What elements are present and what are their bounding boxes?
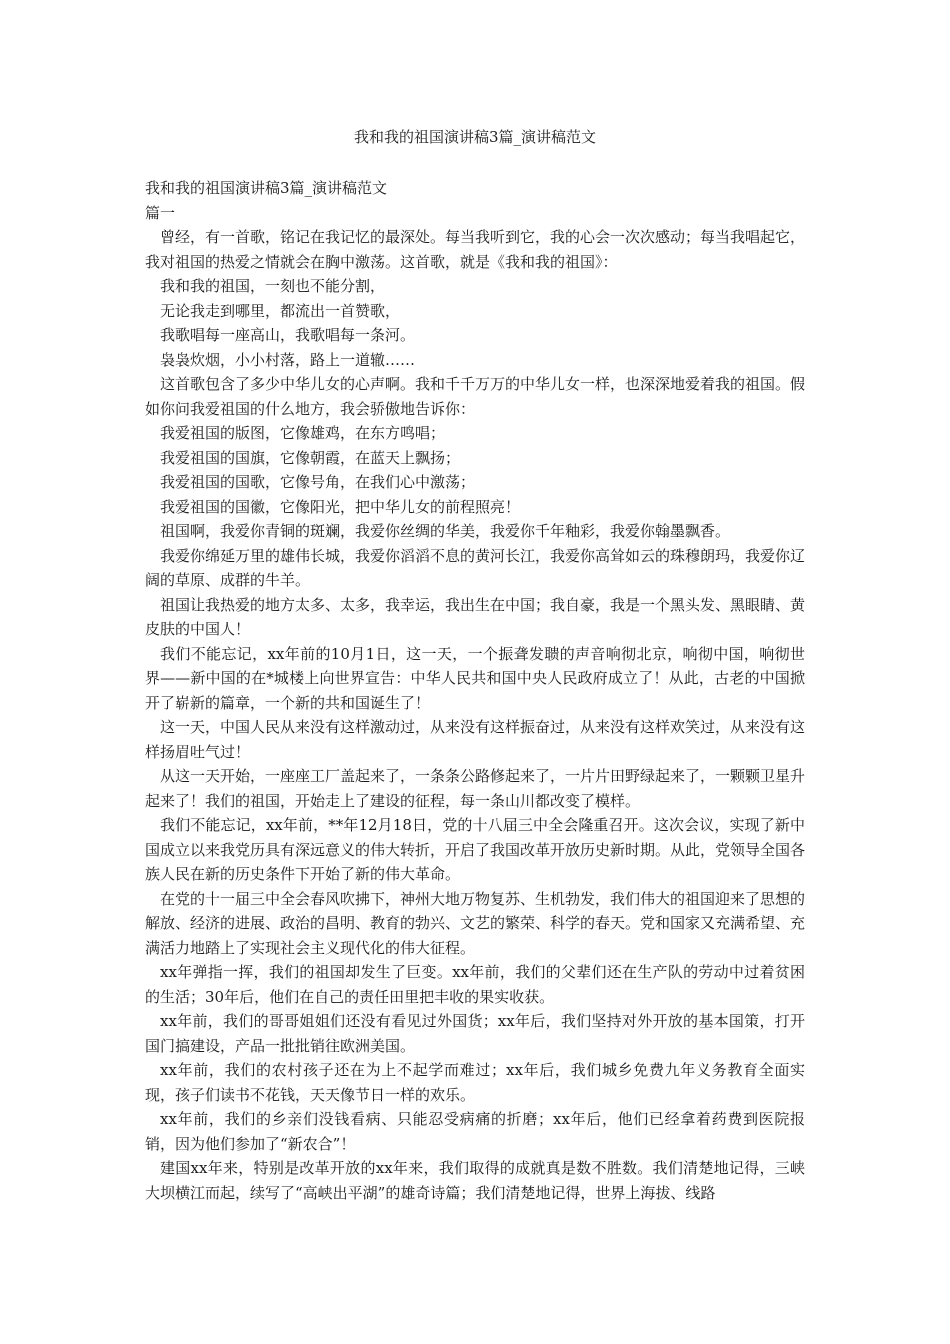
paragraph: 我们不能忘记，xx年前的10月1日，这一天，一个振聋发聩的声音响彻北京，响彻中国，响彻世界——新中国的在*城楼上向世界宣告：中华人民共和国中央人民政府成立了！从此，古老的中国掀开了崭新的篇章，一个新的共和国诞生了！ xyxy=(145,644,805,712)
paragraph: 从这一天开始，一座座工厂盖起来了，一条条公路修起来了，一片片田野绿起来了，一颗颗卫星升起来了！我们的祖国，开始走上了建设的征程，每一条山川都改变了模样。 xyxy=(145,767,806,810)
poem-line: 我歌唱每一座高山，我歌唱每一条河。 xyxy=(160,326,416,344)
paragraph: 建国xx年来，特别是改革开放的xx年来，我们取得的成就真是数不胜数。我们清楚地记得，三峡大坝横江而起，续写了“高峡出平湖”的雄奇诗篇；我们清楚地记得，世界上海拔、线路 xyxy=(145,1159,805,1202)
poem-line: 无论我走到哪里，都流出一首赞歌， xyxy=(160,301,401,320)
poem-line: 我爱祖国的国歌，它像号角，在我们心中激荡； xyxy=(160,473,476,491)
section-label: 篇一 xyxy=(145,203,176,222)
paragraph: xx年弹指一挥，我们的祖国却发生了巨变。xx年前，我们的父辈们还在生产队的劳动中过着贫困的生活；30年后，他们在自己的责任田里把丰收的果实收获。 xyxy=(145,963,805,1006)
paragraph: 我爱你绵延万里的雄伟长城，我爱你滔滔不息的黄河长江，我爱你高耸如云的珠穆朗玛，我爱你辽阔的草原、成群的牛羊。 xyxy=(145,546,806,589)
document-subtitle: 我和我的祖国演讲稿3篇_演讲稿范文 xyxy=(145,179,388,197)
paragraph: xx年前，我们的农村孩子还在为上不起学而难过；xx年后，我们城乡免费九年义务教育全面实现，孩子们读书不花钱，天天像节日一样的欢乐。 xyxy=(145,1061,805,1104)
paragraph: 祖国让我热爱的地方太多、太多，我幸运，我出生在中国；我自豪，我是一个黑头发、黑眼睛、黄皮肤的中国人！ xyxy=(145,595,806,638)
paragraph: 我们不能忘记，xx年前，**年12月18日，党的十八届三中全会隆重召开。这次会议，实现了新中国成立以来我党历具有深远意义的伟大转折，开启了我国改革开放历史新时期。从此，党领导全国各族人民在新的历史条件下开始了新的伟大革命。 xyxy=(145,816,806,883)
document-body xyxy=(145,176,805,1205)
paragraph: 曾经，有一首歌，铭记在我记忆的最深处。每当我听到它，我的心会一次次感动；每当我唱起它，我对祖国的热爱之情就会在胸中激荡。这首歌，就是《我和我的祖国》： xyxy=(145,228,806,271)
paragraph: 这首歌包含了多少中华儿女的心声啊。我和千千万万的中华儿女一样，也深深地爱着我的祖国。假如你问我爱祖国的什么地方，我会骄傲地告诉你： xyxy=(145,375,806,418)
paragraph: xx年前，我们的乡亲们没钱看病、只能忍受病痛的折磨；xx年后，他们已经拿着药费到医院报销，因为他们参加了“新农合”！ xyxy=(145,1110,805,1153)
poem-line: 袅袅炊烟，小小村落，路上一道辙…… xyxy=(160,350,416,369)
poem-line: 我和我的祖国，一刻也不能分割， xyxy=(160,277,386,295)
document-title: 我和我的祖国演讲稿3篇_演讲稿范文 xyxy=(353,128,597,146)
paragraph: 祖国啊，我爱你青铜的斑斓，我爱你丝绸的华美，我爱你千年釉彩，我爱你翰墨飘香。 xyxy=(160,522,731,540)
paragraph: 在党的十一届三中全会春风吹拂下，神州大地万物复苏、生机勃发，我们伟大的祖国迎来了思想的解放、经济的进展、政治的昌明、教育的勃兴、文艺的繁荣、科学的春天。党和国家又充满希望、充满活力地踏上了实现社会主义现代化的伟大征程。 xyxy=(145,889,806,957)
poem-line: 我爱祖国的国徽，它像阳光，把中华儿女的前程照亮！ xyxy=(160,497,521,516)
poem-line: 我爱祖国的版图，它像雄鸡，在东方鸣唱； xyxy=(160,424,446,442)
paragraph: xx年前，我们的哥哥姐姐们还没有看见过外国货；xx年后，我们坚持对外开放的基本国策，打开国门搞建设，产品一批批销往欧洲美国。 xyxy=(145,1012,805,1055)
poem-line: 我爱祖国的国旗，它像朝霞，在蓝天上飘扬； xyxy=(160,448,461,467)
paragraph: 这一天，中国人民从来没有这样激动过，从来没有这样振奋过，从来没有这样欢笑过，从来没有这样扬眉吐气过！ xyxy=(145,718,806,761)
